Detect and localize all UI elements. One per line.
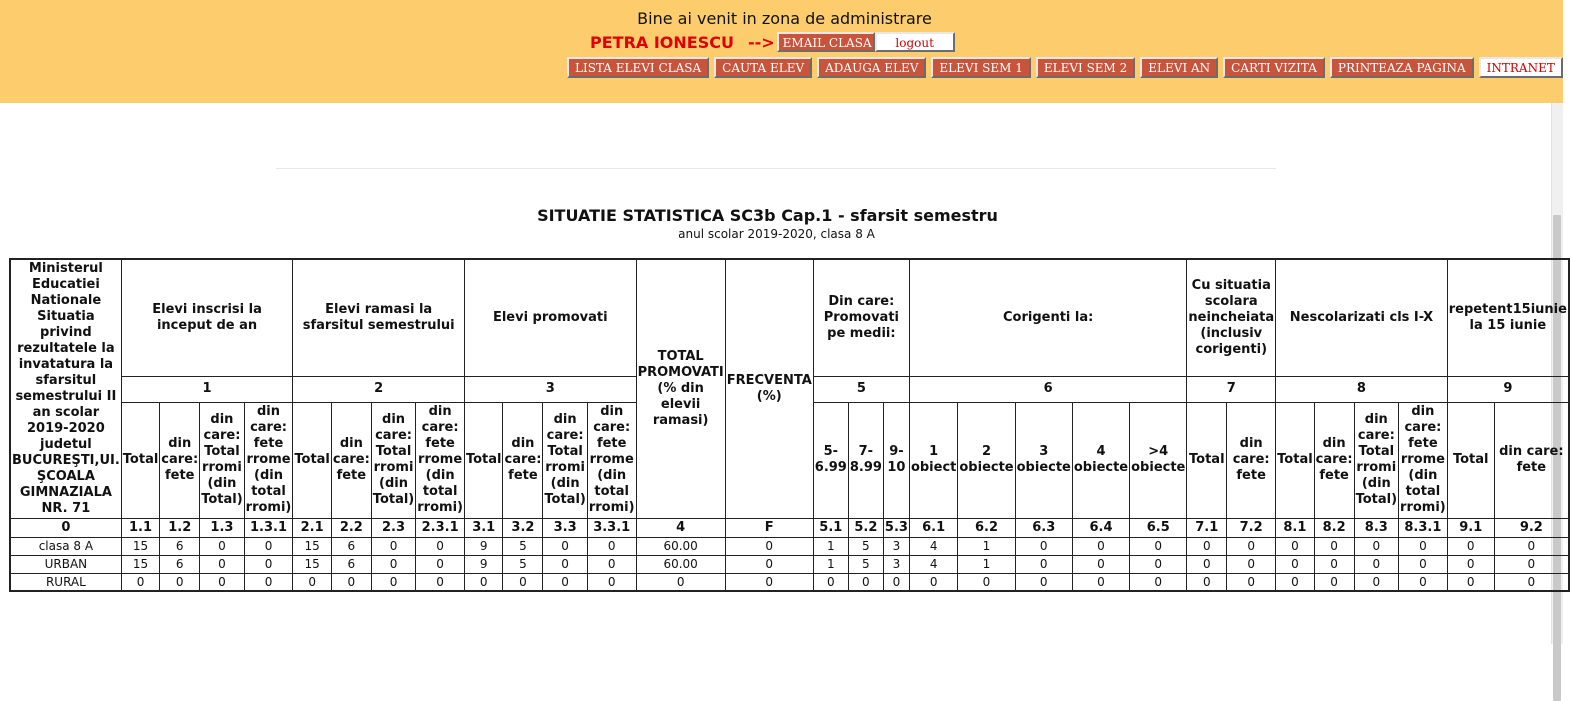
table-cell: 0: [543, 537, 587, 555]
group-number-6: 6: [909, 376, 1186, 402]
table-cell: 0: [1187, 573, 1227, 591]
table-cell: 15: [293, 555, 332, 573]
subheader-fete: din care: fete: [1227, 402, 1276, 518]
table-cell: 0: [1276, 555, 1315, 573]
subheader-total-rromi: din care: Total rromi (din Total): [200, 402, 244, 518]
table-cell: 3: [883, 555, 909, 573]
nav-adauga-elev-button[interactable]: ADAUGA ELEV: [817, 57, 926, 78]
group-header-7: Cu situatia scolara neincheiata (inclusiv corigenti): [1187, 259, 1276, 376]
group-header-1: Elevi inscrisi la inceput de an: [121, 259, 293, 376]
table-cell: 0: [1130, 573, 1187, 591]
table-cell: 5: [848, 555, 883, 573]
table-cell: 15: [293, 537, 332, 555]
subheader-over-4-obiecte: >4 obiecte: [1130, 402, 1187, 518]
subheader-total: Total: [1447, 402, 1494, 518]
table-cell: 0: [1227, 555, 1276, 573]
subheader-1-obiect: 1 obiect: [909, 402, 957, 518]
table-cell: 0: [200, 573, 244, 591]
subheader-total-rromi: din care: Total rromi (din Total): [1354, 402, 1398, 518]
group-header-3: Elevi promovati: [464, 259, 636, 376]
column-code: 9.2: [1494, 518, 1569, 537]
column-code: 5.2: [848, 518, 883, 537]
table-cell: 0: [293, 573, 332, 591]
logout-button[interactable]: logout: [875, 32, 955, 52]
column-code: 5.3: [883, 518, 909, 537]
table-cell: 0: [200, 537, 244, 555]
table-cell: 1: [958, 555, 1015, 573]
column-code: 4: [636, 518, 725, 537]
email-class-button[interactable]: EMAIL CLASA: [777, 32, 875, 52]
table-cell: 0: [1072, 573, 1129, 591]
column-code: 1.2: [160, 518, 200, 537]
row-label: clasa 8 A: [10, 537, 121, 555]
table-cell: 0: [1447, 573, 1494, 591]
column-code: 2.3.1: [416, 518, 465, 537]
table-cell: 0: [543, 555, 587, 573]
subheader-fete: din care: fete: [1494, 402, 1569, 518]
table-cell: 9: [464, 555, 503, 573]
nav-lista-elevi-clasa-button[interactable]: LISTA ELEVI CLASA: [567, 57, 709, 78]
subheader-medii-7-8: 7-8.99: [848, 402, 883, 518]
table-cell: 0: [1399, 573, 1448, 591]
subheader-medii-9-10: 9-10: [883, 402, 909, 518]
subheader-fete-rrome: din care: fete rrome (din total rromi): [1399, 402, 1448, 518]
statistics-table-container: [9, 258, 1567, 593]
nav-bar: [567, 57, 1563, 79]
column-code: 6.4: [1072, 518, 1129, 537]
column-code: 1.3.1: [244, 518, 293, 537]
table-cell: 0: [909, 573, 957, 591]
column-code: 8.1: [1276, 518, 1315, 537]
subheader-total: Total: [464, 402, 503, 518]
group-number-9: 9: [1447, 376, 1569, 402]
table-cell: 0: [1354, 555, 1398, 573]
nav-intranet-button[interactable]: INTRANET: [1479, 57, 1563, 78]
table-cell: 0: [416, 573, 465, 591]
table-cell: 0: [725, 537, 813, 555]
table-cell: 0: [587, 537, 636, 555]
subheader-fete: din care: fete: [503, 402, 543, 518]
table-cell: 0: [371, 537, 415, 555]
table-cell: 0: [1494, 573, 1569, 591]
table-cell: 0: [543, 573, 587, 591]
table-cell: 60.00: [636, 537, 725, 555]
subheader-fete-rrome: din care: fete rrome (din total rromi): [416, 402, 465, 518]
group-header-frecventa: FRECVENTA (%): [725, 259, 813, 518]
table-cell: 0: [883, 573, 909, 591]
table-cell: 0: [200, 555, 244, 573]
table-cell: 0: [1015, 573, 1072, 591]
subheader-total: Total: [121, 402, 160, 518]
table-cell: 0: [1494, 555, 1569, 573]
table-cell: 0: [1447, 537, 1494, 555]
table-cell: 0: [1227, 537, 1276, 555]
table-cell: 0: [1227, 573, 1276, 591]
table-cell: 4: [909, 537, 957, 555]
group-number-5: 5: [813, 376, 909, 402]
table-cell: 6: [331, 555, 371, 573]
group-header-2: Elevi ramasi la sfarsitul semestrului: [293, 259, 465, 376]
table-cell: 0: [503, 573, 543, 591]
nav-cauta-elev-button[interactable]: CAUTA ELEV: [714, 57, 812, 78]
table-cell: 0: [848, 573, 883, 591]
nav-elevi-an-button[interactable]: ELEVI AN: [1140, 57, 1218, 78]
subheader-3-obiecte: 3 obiecte: [1015, 402, 1072, 518]
group-header-9: repetent15iunie la 15 iunie: [1447, 259, 1569, 376]
table-cell: 0: [1072, 555, 1129, 573]
report-subtitle: anul scolar 2019-2020, clasa 8 A: [678, 227, 875, 241]
user-line: [590, 31, 955, 53]
table-cell: 0: [1447, 555, 1494, 573]
table-cell: 0: [331, 573, 371, 591]
table-cell: 0: [1276, 573, 1315, 591]
subheader-total: Total: [1187, 402, 1227, 518]
table-cell: 0: [1187, 555, 1227, 573]
column-code: 3.1: [464, 518, 503, 537]
column-code: 7.2: [1227, 518, 1276, 537]
table-cell: 0: [1494, 537, 1569, 555]
column-code: 6.1: [909, 518, 957, 537]
nav-printeaza-pagina-button[interactable]: PRINTEAZA PAGINA: [1330, 57, 1474, 78]
arrow-indicator: -->: [747, 32, 775, 52]
welcome-message: Bine ai venit in zona de administrare: [637, 9, 932, 28]
table-cell: 5: [503, 537, 543, 555]
table-cell: 0: [958, 573, 1015, 591]
column-code: 2.2: [331, 518, 371, 537]
table-cell: 5: [503, 555, 543, 573]
group-header-4: TOTAL PROMOVATI (% din elevii ramasi): [636, 259, 725, 518]
table-cell: 0: [1015, 537, 1072, 555]
group-header-5: Din care: Promovati pe medii:: [813, 259, 909, 376]
group-number-1: 1: [121, 376, 293, 402]
subheader-fete: din care: fete: [160, 402, 200, 518]
group-header-6: Corigenti la:: [909, 259, 1186, 376]
column-code: 9.1: [1447, 518, 1494, 537]
nav-elevi-sem2-button[interactable]: ELEVI SEM 2: [1036, 57, 1135, 78]
table-cell: 0: [244, 573, 293, 591]
table-cell: 0: [725, 573, 813, 591]
table-cell: 0: [813, 573, 848, 591]
table-cell: 3: [883, 537, 909, 555]
subheader-fete: din care: fete: [1314, 402, 1354, 518]
table-cell: 15: [121, 537, 160, 555]
table-cell: 0: [244, 555, 293, 573]
column-code: 8.3: [1354, 518, 1398, 537]
table-cell: 0: [725, 555, 813, 573]
table-cell: 0: [244, 537, 293, 555]
table-cell: 0: [1130, 537, 1187, 555]
table-cell: 0: [1314, 573, 1354, 591]
row-label: RURAL: [10, 573, 121, 591]
institution-header: Ministerul Educatiei Nationale Situatia privind rezultatele la invatatura la sfarsitul semestrului II an scolar 2019-2020 judetul BUCUREŞTI,UI. ŞCOALA GIMNAZIALA NR. 71: [10, 259, 121, 518]
subheader-total: Total: [293, 402, 332, 518]
table-cell: 0: [1314, 555, 1354, 573]
table-cell: 9: [464, 537, 503, 555]
subheader-4-obiecte: 4 obiecte: [1072, 402, 1129, 518]
column-code: 6.5: [1130, 518, 1187, 537]
column-code: 1.1: [121, 518, 160, 537]
table-cell: 6: [331, 537, 371, 555]
column-code-row: [10, 518, 1569, 537]
table-cell: 0: [464, 573, 503, 591]
table-cell: 0: [587, 555, 636, 573]
report-title: SITUATIE STATISTICA SC3b Cap.1 - sfarsit semestru: [537, 206, 998, 225]
column-code: 2.1: [293, 518, 332, 537]
column-code: 3.3.1: [587, 518, 636, 537]
table-cell: 0: [160, 573, 200, 591]
column-code: 7.1: [1187, 518, 1227, 537]
column-code: 8.2: [1314, 518, 1354, 537]
table-cell: 0: [1072, 537, 1129, 555]
subheader-total-rromi: din care: Total rromi (din Total): [543, 402, 587, 518]
column-code: 6.2: [958, 518, 1015, 537]
subheader-medii-5-6: 5-6.99: [813, 402, 848, 518]
column-code: 2.3: [371, 518, 415, 537]
table-cell: 1: [958, 537, 1015, 555]
table-cell: 0: [121, 573, 160, 591]
table-cell: 0: [1354, 573, 1398, 591]
table-cell: 5: [848, 537, 883, 555]
subheader-total: Total: [1276, 402, 1315, 518]
table-cell: 0: [1187, 537, 1227, 555]
table-row: [10, 573, 1569, 591]
column-code: 6.3: [1015, 518, 1072, 537]
subheader-fete-rrome: din care: fete rrome (din total rromi): [244, 402, 293, 518]
table-cell: 15: [121, 555, 160, 573]
column-code: 8.3.1: [1399, 518, 1448, 537]
group-number-3: 3: [464, 376, 636, 402]
divider: [276, 168, 1276, 169]
table-cell: 0: [1314, 537, 1354, 555]
table-cell: 0: [1399, 537, 1448, 555]
column-code: 3.2: [503, 518, 543, 537]
table-cell: 4: [909, 555, 957, 573]
column-code: 5.1: [813, 518, 848, 537]
table-cell: 0: [371, 555, 415, 573]
table-cell: 0: [371, 573, 415, 591]
subheader-fete-rrome: din care: fete rrome (din total rromi): [587, 402, 636, 518]
table-cell: 0: [1276, 537, 1315, 555]
table-cell: 1: [813, 537, 848, 555]
nav-carti-vizita-button[interactable]: CARTI VIZITA: [1223, 57, 1325, 78]
row-label: URBAN: [10, 555, 121, 573]
table-cell: 0: [1015, 555, 1072, 573]
table-cell: 0: [636, 573, 725, 591]
column-code: F: [725, 518, 813, 537]
table-cell: 6: [160, 555, 200, 573]
column-code: 1.3: [200, 518, 244, 537]
admin-header: [0, 0, 1563, 103]
table-body: [10, 537, 1569, 591]
table-cell: 1: [813, 555, 848, 573]
subheader-total-rromi: din care: Total rromi (din Total): [371, 402, 415, 518]
subheader-fete: din care: fete: [331, 402, 371, 518]
group-header-8: Nescolarizati cls I-X: [1276, 259, 1448, 376]
table-cell: 0: [416, 537, 465, 555]
user-name: PETRA IONESCU: [590, 32, 734, 52]
group-number-2: 2: [293, 376, 465, 402]
nav-elevi-sem1-button[interactable]: ELEVI SEM 1: [931, 57, 1030, 78]
column-code: 3.3: [543, 518, 587, 537]
subheader-2-obiecte: 2 obiecte: [958, 402, 1015, 518]
table-cell: 0: [1130, 555, 1187, 573]
table-cell: 60.00: [636, 555, 725, 573]
group-number-7: 7: [1187, 376, 1276, 402]
table-cell: 0: [416, 555, 465, 573]
table-cell: 0: [587, 573, 636, 591]
table-row: [10, 555, 1569, 573]
group-number-8: 8: [1276, 376, 1448, 402]
table-cell: 0: [1354, 537, 1398, 555]
column-code: 0: [10, 518, 121, 537]
table-row: [10, 537, 1569, 555]
statistics-table: [9, 258, 1570, 592]
table-cell: 6: [160, 537, 200, 555]
table-cell: 0: [1399, 555, 1448, 573]
